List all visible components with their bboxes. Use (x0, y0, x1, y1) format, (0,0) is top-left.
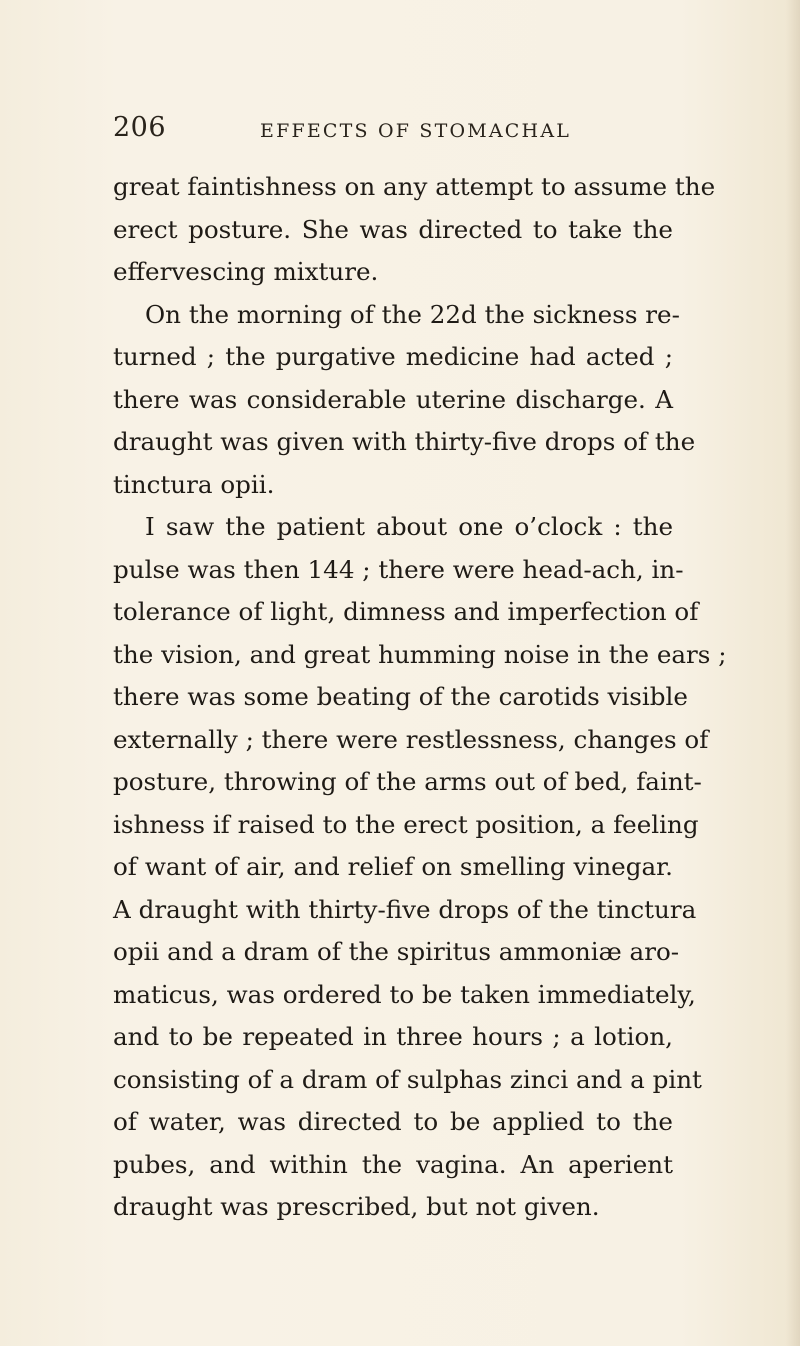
text-line: ishness if raised to the erect position, a feeling (113, 809, 699, 839)
running-head (113, 112, 693, 156)
text-line: On the morning of the 22d the sickness re- (145, 299, 680, 329)
text-line: erect posture. She was directed to take the (113, 214, 673, 244)
text-line: posture, throwing of the arms out of bed, faint- (113, 767, 702, 796)
text-line: pubes, and within the vagina. An aperient (113, 1149, 673, 1179)
text-line: turned ; the purgative medicine had acted ; (113, 342, 673, 371)
running-title: EFFECTS OF STOMACHAL (260, 120, 572, 142)
text-line: of want of air, and relief on smelling vinegar. (113, 852, 673, 881)
text-line: and to be repeated in three hours ; a lotion, (113, 1022, 673, 1051)
text-line: maticus, was ordered to be taken immediately, (113, 979, 696, 1009)
text-line: draught was prescribed, but not given. (113, 1192, 600, 1221)
text-line: pulse was then 144 ; there were head-ach, in- (113, 554, 684, 584)
body-text (113, 166, 727, 1229)
text-line: draught was given with thirty-five drops of the (113, 427, 696, 456)
text-line: there was considerable uterine discharge. A (113, 384, 673, 414)
text-line: I saw the patient about one o’clock : the (145, 512, 673, 541)
text-line: great faintishness on any attempt to assume the (113, 172, 716, 201)
text-line: opii and a dram of the spiritus ammoniæ aro- (113, 937, 680, 966)
page-edge-shadow (786, 0, 800, 1346)
text-line: consisting of a dram of sulphas zinci and a pint (113, 1064, 702, 1094)
text-line: externally ; there were restlessness, changes of (113, 724, 709, 754)
text-line: effervescing mixture. (113, 257, 379, 286)
page-number: 206 (113, 112, 167, 143)
text-line: there was some beating of the carotids visible (113, 682, 688, 711)
text-line: A draught with thirty-five drops of the tinctura (113, 894, 697, 924)
text-line: tinctura opii. (113, 469, 275, 499)
text-line: the vision, and great humming noise in the ears ; (113, 639, 727, 669)
text-line: tolerance of light, dimness and imperfection of (113, 597, 699, 626)
text-line: of water, was directed to be applied to the (113, 1107, 673, 1136)
